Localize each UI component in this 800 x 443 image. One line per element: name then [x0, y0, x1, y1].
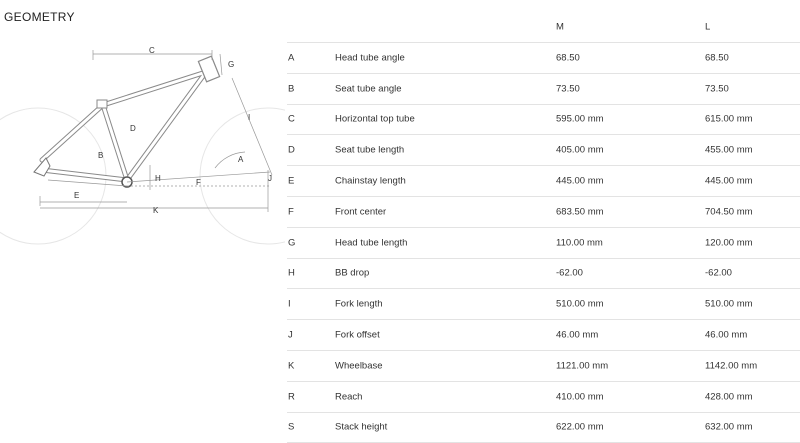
row-letter: D: [288, 144, 295, 156]
page-title: GEOMETRY: [4, 10, 75, 24]
row-label: Head tube length: [335, 237, 408, 249]
row-letter: J: [288, 329, 293, 341]
row-value-l: 704.50 mm: [705, 206, 753, 218]
row-label: BB drop: [335, 267, 370, 279]
row-label: Chainstay length: [335, 175, 406, 187]
row-value-l: 615.00 mm: [705, 113, 753, 125]
row-value-l: 632.00 mm: [705, 421, 753, 433]
row-value-l: -62.00: [705, 267, 732, 279]
row-letter: S: [288, 421, 295, 433]
row-value-m: 110.00 mm: [556, 237, 603, 249]
label-c: C: [149, 46, 155, 55]
row-value-l: 68.50: [705, 52, 729, 64]
table-header: [287, 12, 800, 43]
row-letter: A: [288, 52, 295, 64]
header-size-l: L: [705, 21, 711, 33]
table-row: [287, 197, 800, 228]
label-j: J: [268, 174, 272, 183]
label-f: F: [196, 178, 201, 187]
row-label: Seat tube angle: [335, 83, 402, 95]
label-i: I: [248, 113, 251, 122]
label-a: A: [238, 155, 244, 164]
row-letter: G: [288, 237, 296, 249]
bike-frame-illustration: [0, 30, 285, 260]
table-row: [287, 135, 800, 166]
table-row: [287, 259, 800, 290]
row-label: Fork offset: [335, 329, 380, 341]
row-value-m: 410.00 mm: [556, 391, 604, 403]
label-g: G: [228, 60, 235, 69]
row-letter: H: [288, 267, 295, 279]
label-d: D: [130, 124, 136, 133]
row-value-m: 683.50 mm: [556, 206, 604, 218]
table-row: [287, 413, 800, 443]
row-value-l: 445.00 mm: [705, 175, 753, 187]
table-row: [287, 289, 800, 320]
geometry-table: [287, 12, 800, 443]
frame-tubes: [42, 72, 206, 180]
row-value-l: 455.00 mm: [705, 144, 753, 156]
table-row: [287, 382, 800, 413]
row-label: Seat tube length: [335, 144, 405, 156]
table-row: [287, 74, 800, 105]
row-value-l: 46.00 mm: [705, 329, 748, 341]
row-label: Front center: [335, 206, 387, 218]
row-value-m: 73.50: [556, 83, 580, 95]
row-label: Head tube angle: [335, 52, 405, 64]
row-value-m: 595.00 mm: [556, 113, 604, 125]
row-letter: C: [288, 113, 295, 125]
table-body: [287, 43, 800, 443]
row-value-m: 622.00 mm: [556, 421, 604, 433]
row-label: Wheelbase: [335, 360, 383, 372]
row-value-l: 120.00 mm: [705, 237, 753, 249]
row-value-m: 1121.00 mm: [556, 360, 609, 372]
table-row: [287, 228, 800, 259]
table-row: [287, 105, 800, 136]
label-b: B: [98, 151, 104, 160]
row-label: Fork length: [335, 298, 383, 310]
row-letter: B: [288, 83, 295, 95]
table-row: [287, 351, 800, 382]
row-value-m: 445.00 mm: [556, 175, 604, 187]
row-letter: R: [288, 391, 295, 403]
table-row: [287, 320, 800, 351]
row-letter: I: [288, 298, 291, 310]
table-row: [287, 43, 800, 74]
row-value-l: 1142.00 mm: [705, 360, 758, 372]
geometry-diagram: [0, 30, 285, 260]
header-size-m: M: [556, 21, 564, 33]
row-value-m: 405.00 mm: [556, 144, 604, 156]
row-letter: F: [288, 206, 294, 218]
label-e: E: [74, 191, 80, 200]
row-label: Stack height: [335, 421, 388, 433]
row-value-m: 510.00 mm: [556, 298, 604, 310]
row-label: Horizontal top tube: [335, 113, 415, 125]
row-value-m: 46.00 mm: [556, 329, 599, 341]
row-value-l: 428.00 mm: [705, 391, 753, 403]
row-value-m: -62.00: [556, 267, 583, 279]
row-value-l: 510.00 mm: [705, 298, 753, 310]
row-label: Reach: [335, 391, 363, 403]
row-value-m: 68.50: [556, 52, 580, 64]
table-row: [287, 166, 800, 197]
label-h: H: [155, 174, 161, 183]
row-value-l: 73.50: [705, 83, 729, 95]
row-letter: K: [288, 360, 295, 372]
row-letter: E: [288, 175, 295, 187]
label-k: K: [153, 206, 159, 215]
